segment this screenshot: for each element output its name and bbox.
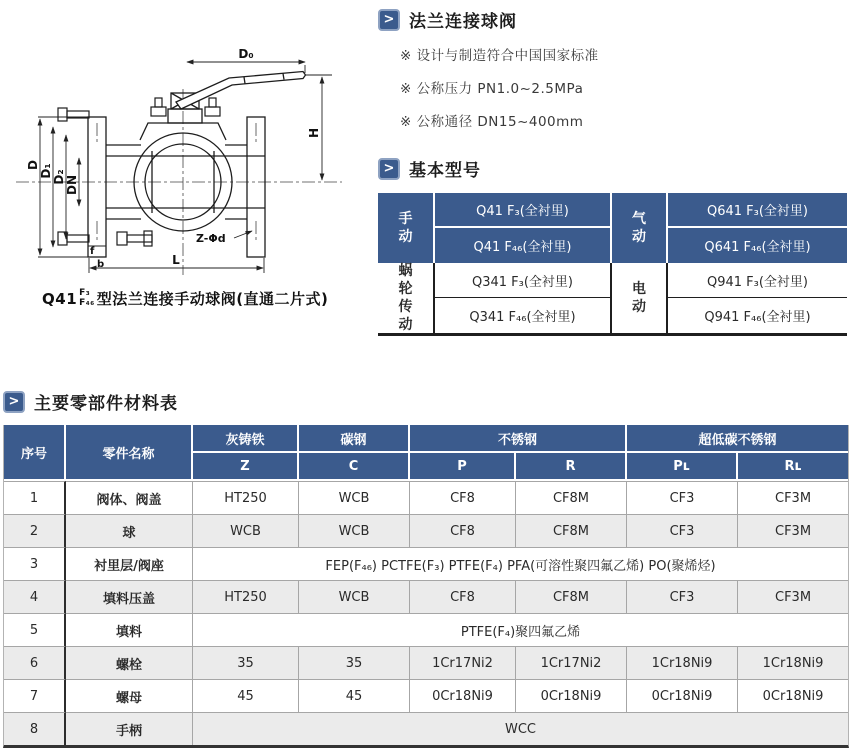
dim-dn: DN [65,174,79,196]
valve-body [88,93,265,257]
col-header-r: R [516,453,627,481]
dim-d: D [26,160,40,170]
dim-d1: D₁ [39,163,53,179]
models-header [378,156,481,181]
basic-models-table [378,193,847,336]
caption-prefix: Q41 [42,289,78,308]
bolts [58,98,220,246]
dim-f: f [90,246,95,257]
caption-suffix: 型法兰连接手动球阀(直通二片式) [96,290,329,308]
bullet-standard: ※ 设计与制造符合中国国家标准 [400,48,599,64]
drawing-caption [42,288,328,309]
handle [176,72,306,110]
col-header-p: P [410,453,516,481]
dim-h: H [307,127,321,139]
materials-header [3,389,178,414]
material-row: 4 填料压盖 HT250 WCB CF8 CF8M CF3 CF3M [4,580,848,613]
model-label-manual: 手动 [378,193,435,263]
intro-header [378,7,517,32]
material-row: 2 球 WCB WCB CF8 CF8M CF3 CF3M [4,514,848,547]
material-row: 8 手柄 WCC [4,712,848,745]
bullet-diameter: ※ 公称通径 DN15~400mm [400,114,584,130]
dim-l: L [172,253,180,267]
dim-d0: D₀ [238,47,254,61]
model-cell: Q341 F₄₆(全衬里) [435,298,612,333]
bullet-pressure: ※ 公称压力 PN1.0~2.5MPa [400,81,584,97]
dim-zd: Z-Φd [196,232,226,245]
section-chevron-icon: > [3,391,25,413]
model-label-wormgear: 蜗轮传动 [378,263,435,333]
material-row: 6 螺栓 35 35 1Cr17Ni2 1Cr17Ni2 1Cr18Ni9 1Cr18Ni9 [4,646,848,679]
model-label-electric: 电动 [612,263,668,333]
section-chevron-icon: > [378,9,400,31]
material-row: 1 阀体、阀盖 HT250 WCB CF8 CF8M CF3 CF3M [4,481,848,514]
model-cell: Q941 F₄₆(全衬里) [668,298,847,333]
section-chevron-icon: > [378,158,400,180]
dim-b: b [97,259,105,270]
model-cell: Q941 F₃(全衬里) [668,263,847,298]
material-row: 5 填料 PTFE(F₄)聚四氟乙烯 [4,613,848,646]
intro-bullets [400,44,599,130]
col-group-stainless: 不锈钢 [410,425,627,453]
col-group-grayiron: 灰铸铁 [193,425,299,453]
col-header-pl: Pʟ [627,453,738,481]
material-row: 3 衬里层/阀座 FEP(F₄₆) PCTFE(F₃) PTFE(F₄) PFA(可溶性聚四氟乙烯) PO(聚烯烃) [4,547,848,580]
model-cell: Q641 F₄₆(全衬里) [668,228,847,263]
caption-subscripts [79,289,95,308]
gland [168,109,202,123]
model-cell: Q41 F₄₆(全衬里) [435,228,612,263]
materials-title: 主要零部件材料表 [34,394,178,414]
model-cell: Q41 F₃(全衬里) [435,193,612,228]
col-header-no: 序号 [4,425,66,481]
col-header-c: C [299,453,410,481]
col-header-partname: 零件名称 [66,425,193,481]
dim-d2: D₂ [52,169,66,185]
header-row-groups [4,425,848,453]
intro-title: 法兰连接球阀 [409,12,517,32]
model-cell: Q341 F₃(全衬里) [435,263,612,298]
model-label-pneumatic: 气动 [612,193,668,263]
caption-f46: F₄₆ [79,297,95,308]
materials-table [3,425,849,748]
models-title: 基本型号 [409,161,481,181]
material-row: 7 螺母 45 45 0Cr18Ni9 0Cr18Ni9 0Cr18Ni9 0Cr18Ni9 [4,679,848,712]
dimension-lines [38,62,332,273]
model-cell: Q641 F₃(全衬里) [668,193,847,228]
col-group-lowcarbon-stainless: 超低碳不锈钢 [627,425,848,453]
col-group-carbonsteel: 碳钢 [299,425,410,453]
caption-f3: F₃ [79,288,91,299]
col-header-rl: Rʟ [738,453,848,481]
valve-drawing [0,45,350,285]
col-header-z: Z [193,453,299,481]
